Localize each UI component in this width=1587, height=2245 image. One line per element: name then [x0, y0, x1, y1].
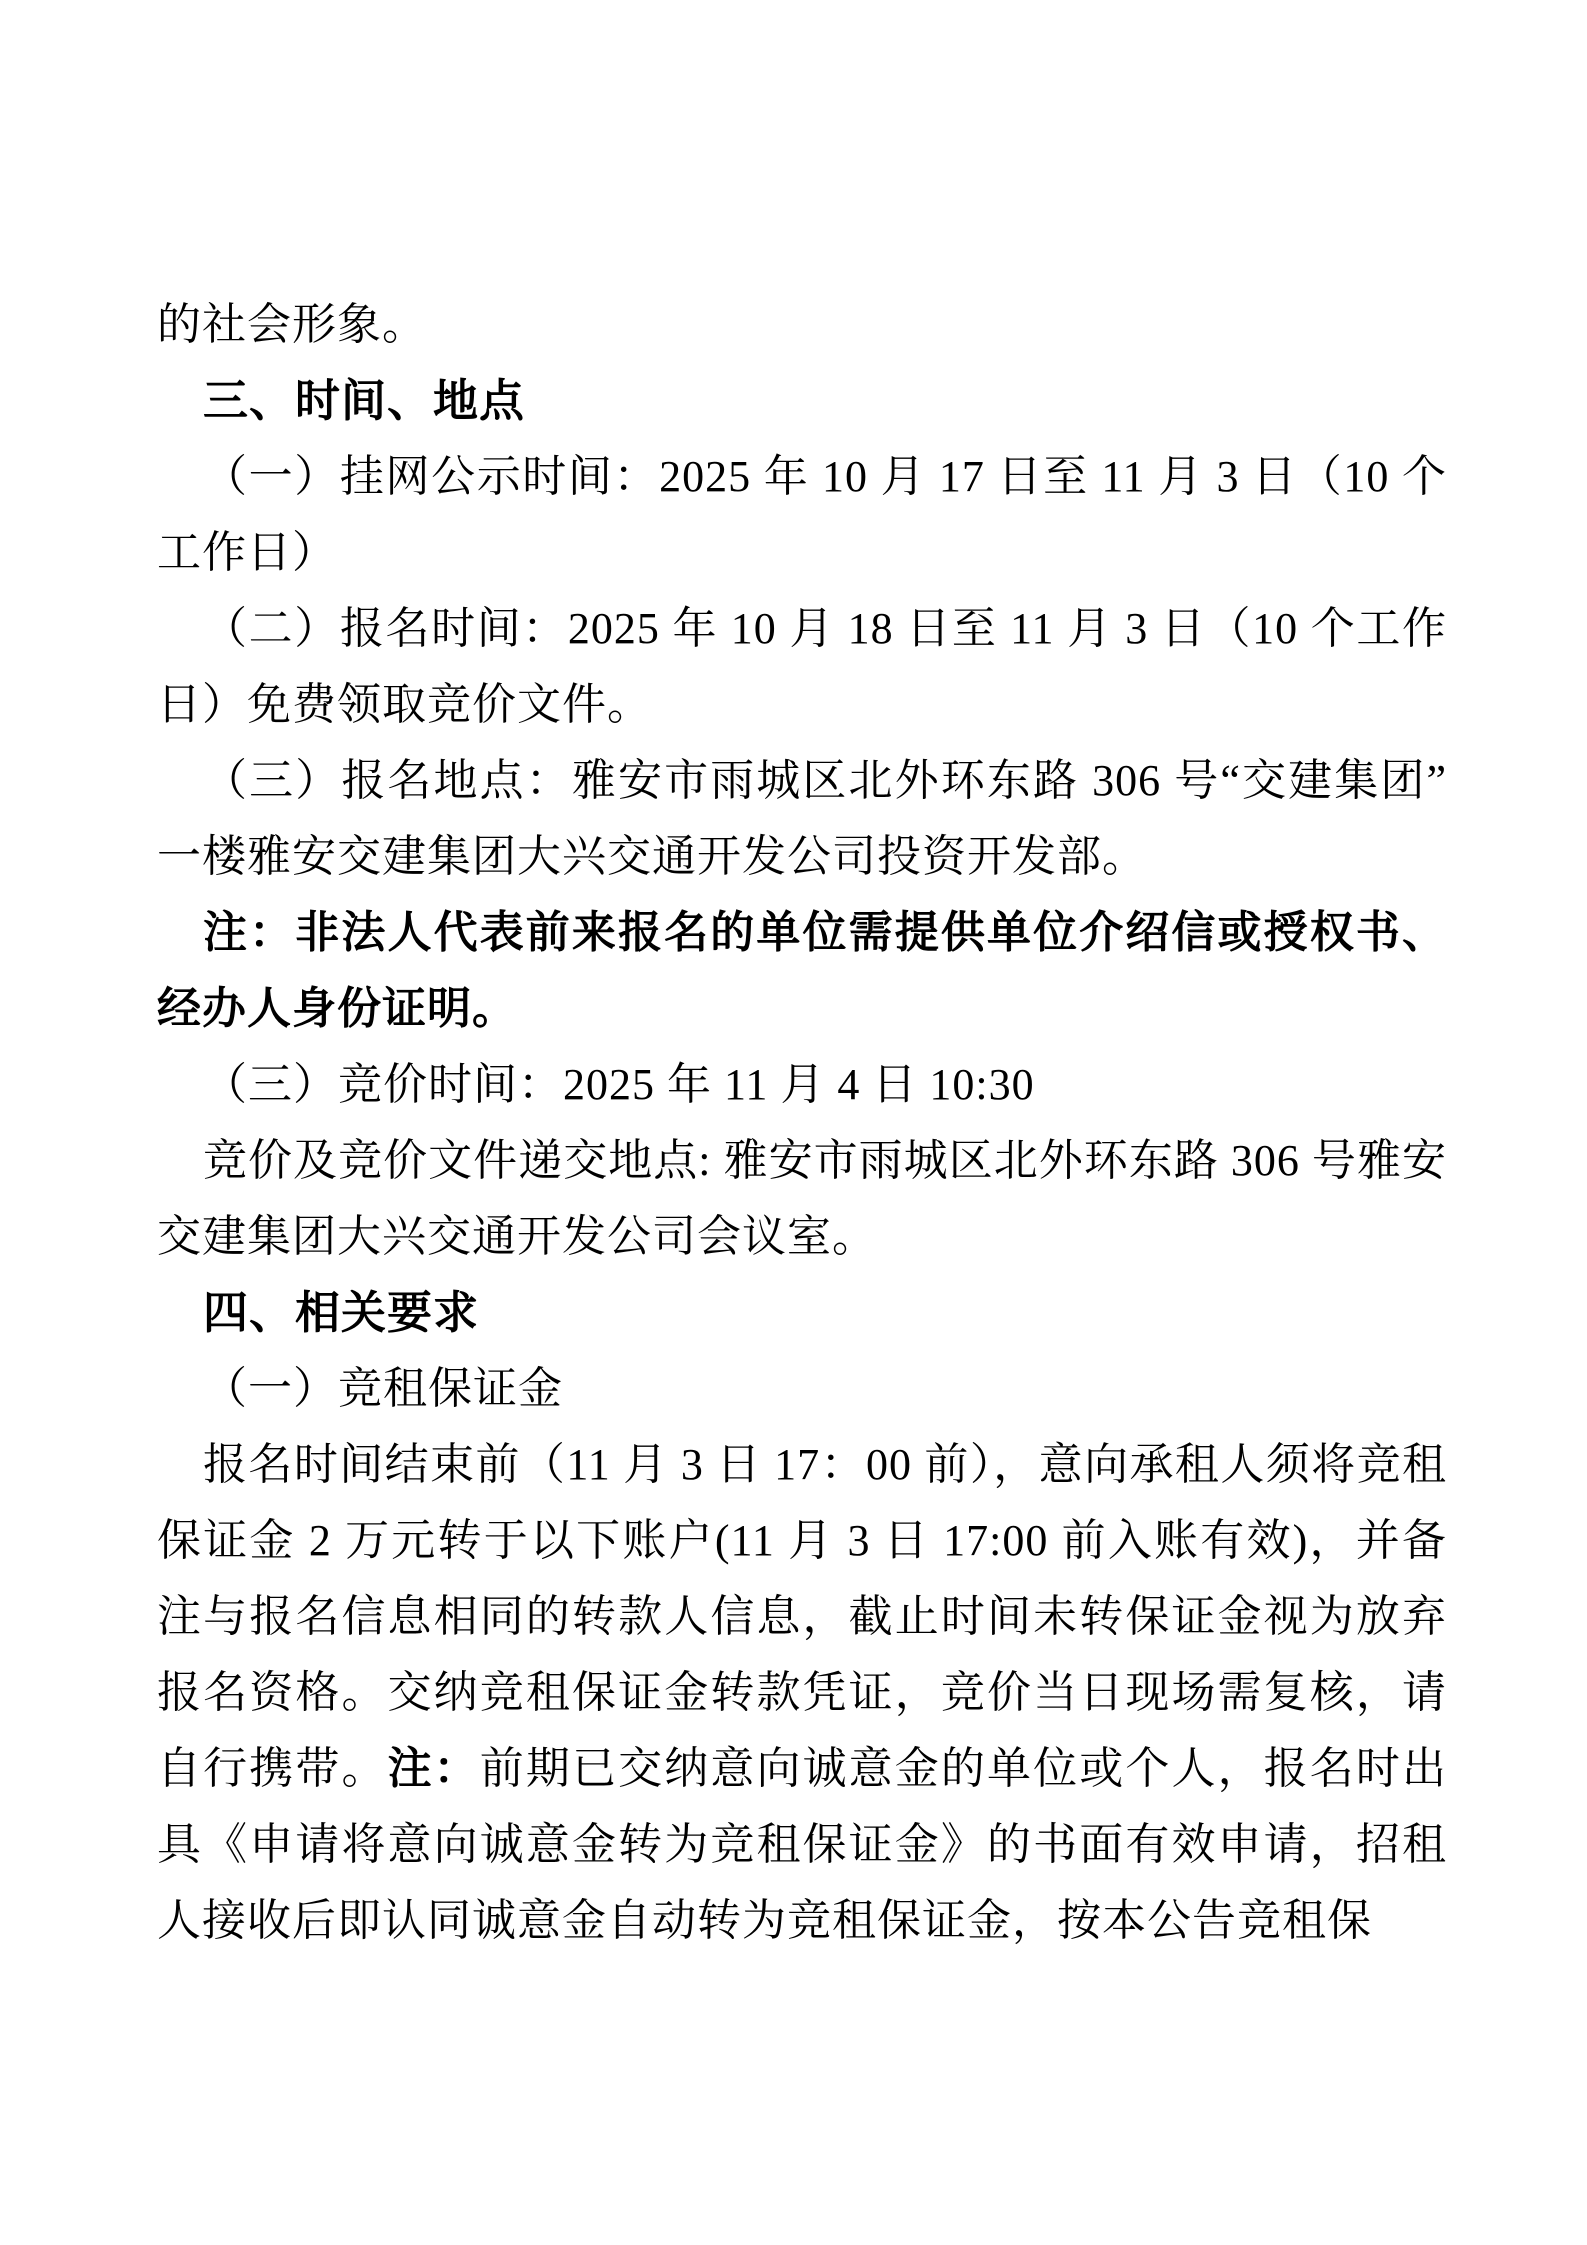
deposit-paragraph — [157, 1427, 1447, 1959]
registration-place-paragraph: （三）报名地点：雅安市雨城区北外环东路 306 号“交建集团”一楼雅安交建集团大兴交通开发公司投资开发部。 — [157, 756, 1447, 881]
publicity-time-paragraph: （一）挂网公示时间：2025 年 10 月 17 日至 11 月 3 日（10 个工作日） — [157, 452, 1447, 577]
section-heading-requirements: 四、相关要求 — [203, 1287, 480, 1338]
bidding-place-paragraph: 竞价及竞价文件递交地点: 雅安市雨城区北外环东路 306 号雅安交建集团大兴交通开发公司会议室。 — [157, 1136, 1447, 1261]
intro-tail-paragraph: 的社会形象。 — [157, 300, 427, 349]
section-heading-time-place: 三、时间、地点 — [203, 375, 526, 426]
deposit-subheading-paragraph: （一）竞租保证金 — [203, 1364, 563, 1413]
registration-time-paragraph: （二）报名时间：2025 年 10 月 18 日至 11 月 3 日（10 个工作日）免费领取竞价文件。 — [157, 604, 1447, 729]
deposit-note-label: 注： — [387, 1744, 480, 1793]
agent-note-paragraph: 注：非法人代表前来报名的单位需提供单位介绍信或授权书、经办人身份证明。 — [157, 908, 1447, 1033]
deposit-note-text: 前期已交纳意向诚意金的单位或个人，报名时出具《申请将意向诚意金转为竞租保证金》的书面有效申请，招租人接收后即认同诚意金自动转为竞租保证金，按本公告竞租保 — [157, 1744, 1448, 1945]
bidding-time-paragraph: （三）竞价时间：2025 年 11 月 4 日 10:30 — [203, 1060, 1035, 1109]
deposit-paragraph-text: 报名时间结束前（11 月 3 日 17：00 前），意向承租人须将竞租保证金 2 万元转于以下账户(11 月 3 日 17:00 前入账有效)，并备注与报名信息相同的转款人信息，截止时间未转保证金视为放弃报名资格。交纳竞租保证金转款凭证，竞价当日现场需复核，请自行携带。 — [157, 1440, 1447, 1793]
